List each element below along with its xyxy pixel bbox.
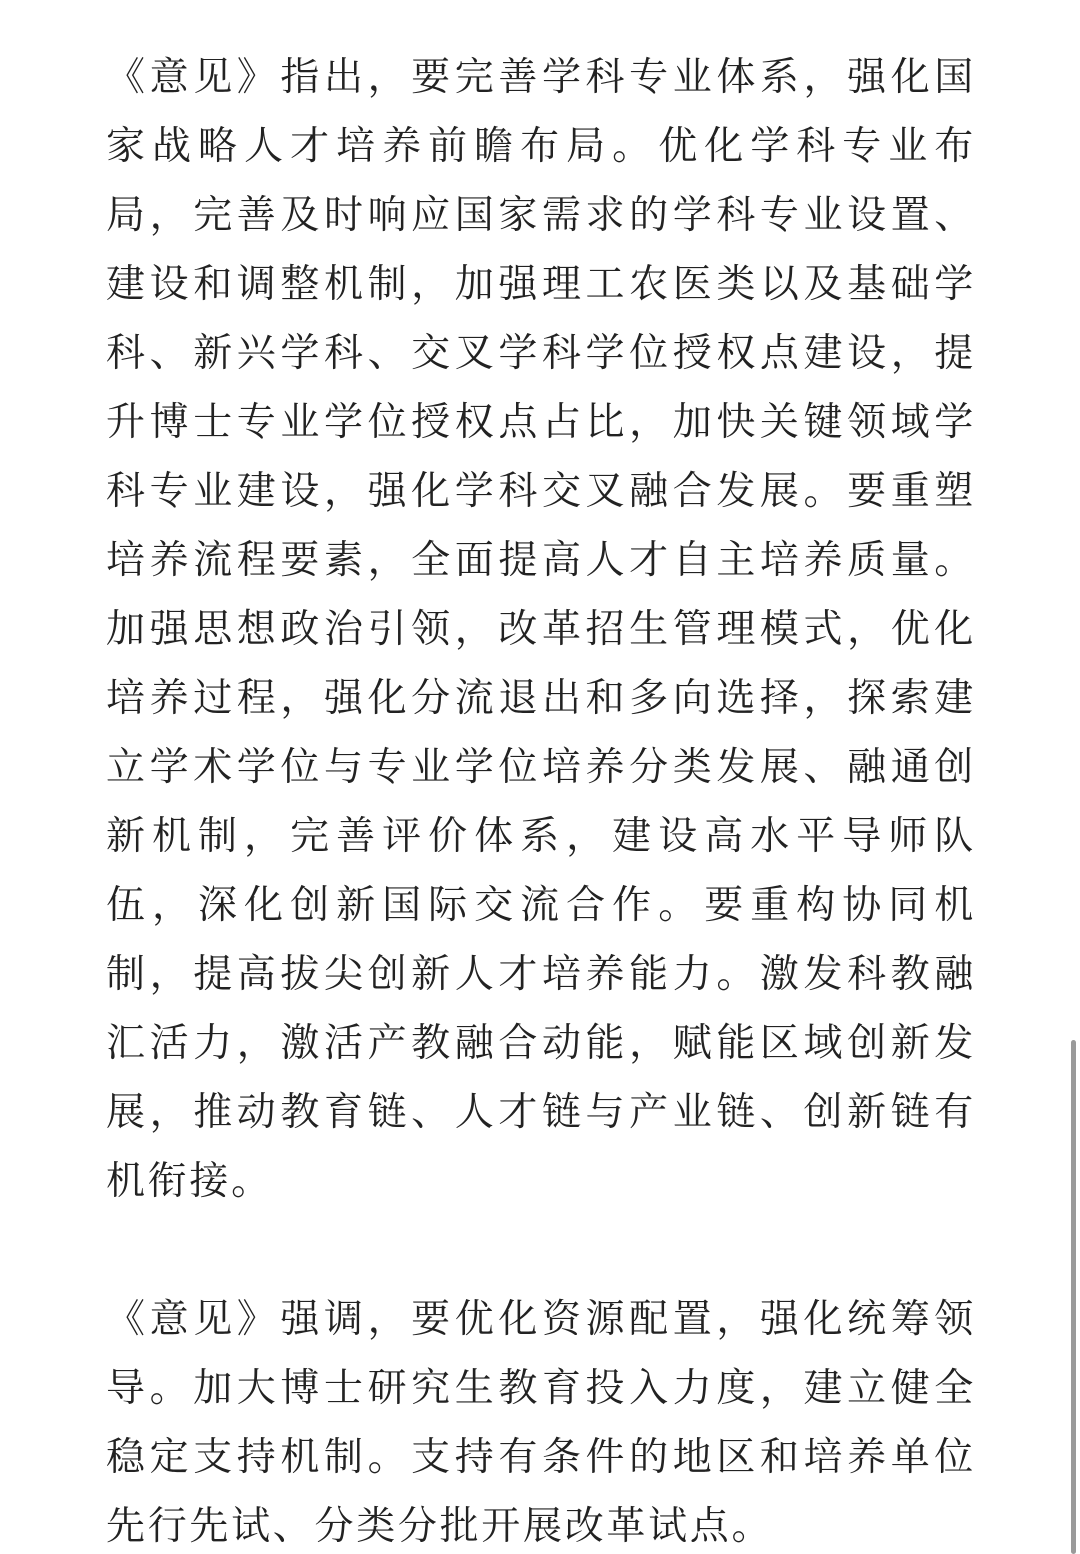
article-body [106,43,976,1554]
vertical-scrollbar[interactable] [1066,0,1080,1554]
scrollbar-thumb[interactable] [1071,1040,1076,1554]
paragraph-opinion-emphasis: 《意见》强调，要优化资源配置，强化统筹领导。加大博士研究生教育投入力度，建立健全稳定支持机制。支持有条件的地区和培养单位先行先试、分类分批开展改革试点。 [106,1297,976,1549]
paragraph-opinion-points: 《意见》指出，要完善学科专业体系，强化国家战略人才培养前瞻布局。优化学科专业布局，完善及时响应国家需求的学科专业设置、建设和调整机制，加强理工农医类以及基础学科、新兴学科、交叉学科学位授权点建设，提升博士专业学位授权点占比，加快关键领域学科专业建设，强化学科交叉融合发展。要重塑培养流程要素，全面提高人才自主培养质量。加强思想政治引领，改革招生管理模式，优化培养过程，强化分流退出和多向选择，探索建立学术学位与专业学位培养分类发展、融通创新机制，完善评价体系，建设高水平导师队伍，深化创新国际交流合作。要重构协同机制，提高拔尖创新人才培养能力。激发科教融汇活力，激活产教融合动能，赋能区域创新发展，推动教育链、人才链与产业链、创新链有机衔接。 [106,55,976,1204]
